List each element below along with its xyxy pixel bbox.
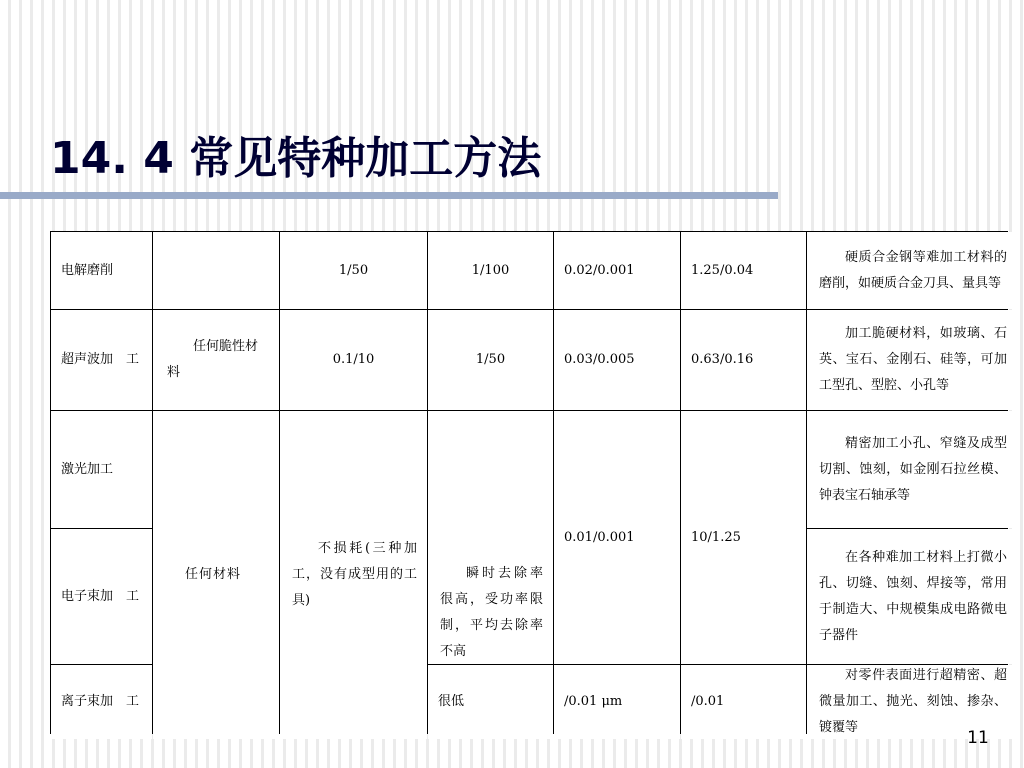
row1-roughness: 1.25/0.04 (681, 232, 806, 309)
row1-accuracy: 0.02/0.001 (554, 232, 680, 309)
row5-accuracy: /0.01 μm (554, 665, 680, 739)
row5-application: 对零件表面进行超精密、超微量加工、抛光、刻蚀、掺杂、镀覆等 (807, 665, 1015, 739)
title-underline (0, 192, 778, 199)
row2-method: 超声波加 工 (51, 310, 152, 410)
row5-method: 离子束加 工 (51, 665, 152, 739)
merged-accuracy: 0.01/0.001 (554, 411, 680, 664)
comparison-table (50, 231, 1008, 734)
merged-tool-wear: 不损耗(三种加工，没有成型用的工具) (280, 411, 427, 739)
row2-material: 任何脆性材料 (153, 310, 279, 410)
merged-material: 任何材料 (153, 411, 279, 739)
row2-application: 加工脆硬材料，如玻璃、石英、宝石、金刚石、硅等，可加工型孔、型腔、小孔等 (807, 310, 1015, 410)
row3-method: 激光加工 (51, 411, 152, 528)
merged-roughness: 10/1.25 (681, 411, 806, 664)
row3-application: 精密加工小孔、窄缝及成型切割、蚀刻，如金刚石拉丝模、钟表宝石轴承等 (807, 411, 1015, 528)
row4-method: 电子束加 工 (51, 529, 152, 664)
row2-tool-wear: 0.1/10 (280, 310, 427, 410)
slide-title: 14. 4 常见特种加工方法 (50, 133, 542, 184)
row1-method: 电解磨削 (51, 232, 152, 309)
row5-removal-rate: 很低 (428, 665, 553, 739)
row2-accuracy: 0.03/0.005 (554, 310, 680, 410)
row1-material (153, 232, 279, 309)
row1-application: 硬质合金钢等难加工材料的磨削，如硬质合金刀具、量具等 (807, 232, 1015, 309)
row5-roughness: /0.01 (681, 665, 806, 739)
row2-removal-rate: 1/50 (428, 310, 553, 410)
page-number: 11 (967, 728, 989, 748)
row2-roughness: 0.63/0.16 (681, 310, 806, 410)
row1-tool-wear: 1/50 (280, 232, 427, 309)
merged-removal-rate: 瞬时去除率很高，受功率限制，平均去除率不高 (428, 411, 553, 664)
row1-removal-rate: 1/100 (428, 232, 553, 309)
row4-application: 在各种难加工材料上打微小孔、切缝、蚀刻、焊接等，常用于制造大、中规模集成电路微电子器件 (807, 529, 1015, 664)
